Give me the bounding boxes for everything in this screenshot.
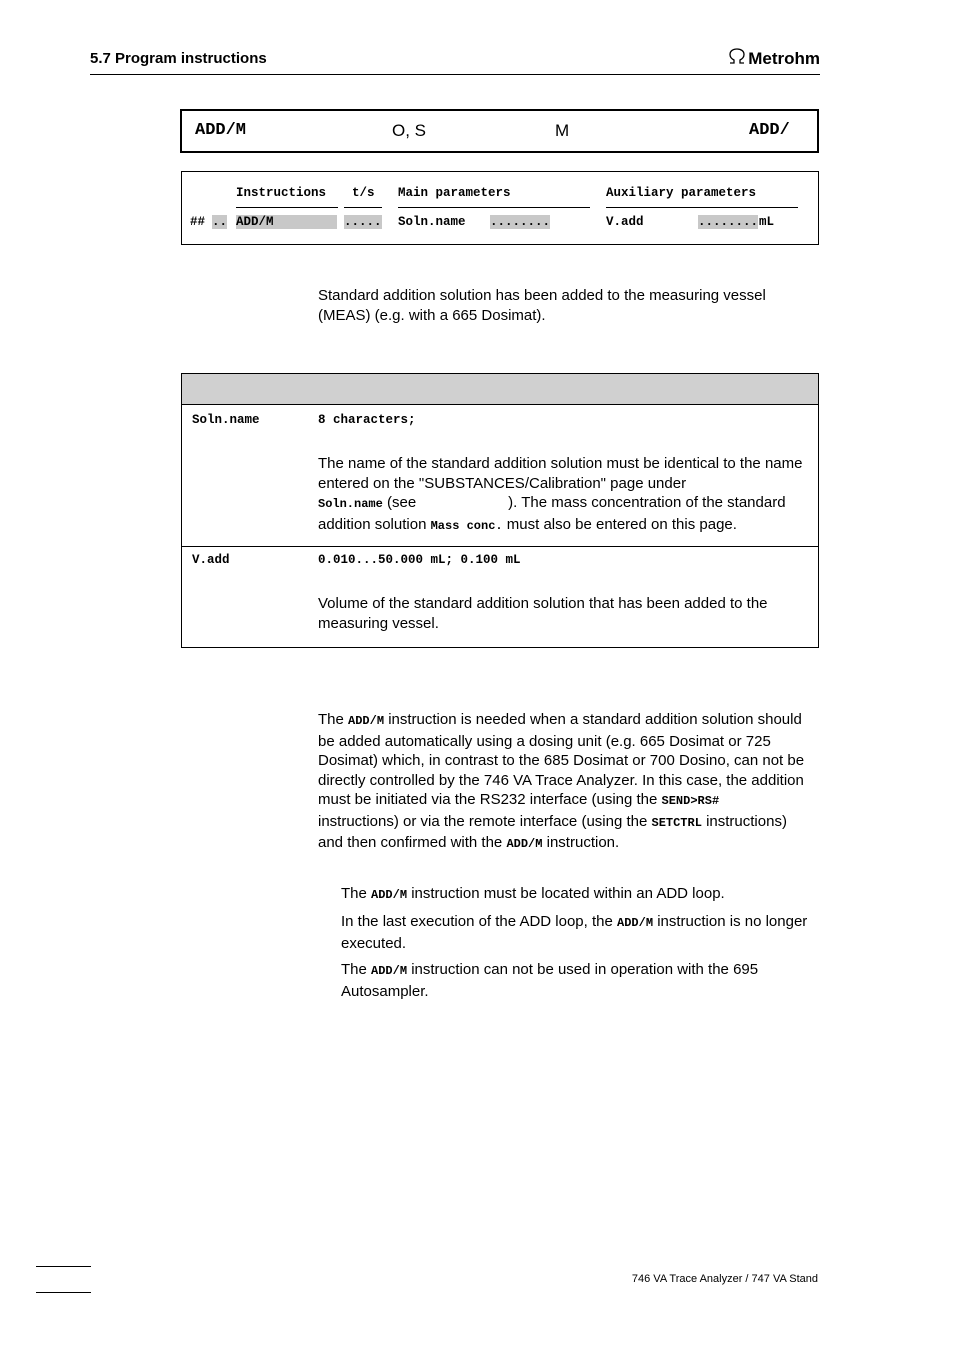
instruction-type: M — [555, 121, 570, 140]
instruction-name: ADD/M — [195, 121, 247, 140]
note-text: instructions) and then confirmed with the — [318, 812, 787, 851]
brand-logo — [728, 48, 820, 69]
underline — [344, 207, 382, 208]
note-item — [341, 884, 811, 906]
row-ts: ..... — [344, 215, 382, 229]
desc-text: (see — [382, 494, 417, 511]
note-text: The — [341, 961, 372, 978]
footer-text: 746 VA Trace Analyzer / 747 VA Stand — [631, 1273, 818, 1285]
instruction-loop: ADD/ — [749, 121, 790, 140]
note-text: instructions) or via the remote interface (using the — [318, 812, 652, 830]
header-rule — [90, 74, 820, 75]
notes-text — [318, 710, 812, 855]
param-name-soln: Soln.name — [192, 413, 260, 427]
param-desc-vadd: Volume of the standard addition solution that has been added to the measuring vessel. — [318, 595, 768, 632]
code-ref: SEND>RS# — [661, 794, 720, 808]
param-range-soln: 8 characters; — [318, 413, 416, 427]
section-heading: 5.7 Program instructions — [90, 50, 267, 67]
instruction-modes: O, S — [392, 121, 427, 140]
col-instructions: Instructions — [236, 186, 327, 200]
instruction-title-bar — [180, 109, 819, 153]
row-divider — [182, 546, 818, 547]
footer-rule — [36, 1292, 91, 1293]
row-aux-unit: mL — [759, 215, 775, 229]
note-text: instruction is no longer executed. — [341, 913, 808, 952]
param-name-vadd: V.add — [192, 553, 230, 567]
code-ref: Soln.name — [318, 497, 383, 511]
desc-text: ). The mass concentration of the standard addition solution — [318, 494, 786, 533]
note-item — [341, 960, 811, 1001]
note-text: The — [341, 885, 372, 902]
line-number: ## — [190, 215, 206, 229]
underline — [236, 207, 338, 208]
note-text: In the last execution of the ADD loop, the — [341, 913, 618, 930]
code-ref: Mass conc. — [430, 518, 503, 533]
code-ref: ADD/M — [371, 964, 408, 978]
row-main-name: Soln.name — [398, 215, 466, 229]
parameter-table — [181, 373, 819, 648]
parameter-table-header — [182, 374, 818, 405]
param-range-vadd: 0.010...50.000 mL; 0.100 mL — [318, 553, 521, 567]
row-aux-name: V.add — [606, 215, 644, 229]
code-ref: ADD/M — [506, 837, 543, 851]
row-main-value: ........ — [490, 215, 551, 229]
note-text: instruction can not be used in operation with the 695 Autosampler. — [341, 961, 759, 1000]
omega-icon — [728, 48, 746, 69]
col-main-params: Main parameters — [398, 186, 511, 200]
col-aux-params: Auxiliary parameters — [606, 186, 757, 200]
note-text: The — [318, 711, 349, 728]
code-ref: ADD/M — [348, 714, 385, 728]
desc-text: The name of the standard addition solution must be identical to the name entered on the "SUBSTANCES/Calibration" page under — [318, 455, 803, 492]
note-text: instruction must be located within an ADD loop. — [407, 885, 725, 902]
intro-text: Standard addition solution has been added to the measuring vessel (MEAS) (e.g. with a 665 Dosimat). — [318, 287, 766, 324]
code-ref: ADD/M — [617, 916, 654, 930]
logo-text: Metrohm — [748, 48, 820, 68]
note-text: instruction. — [542, 834, 620, 851]
row-instruction: ADD/M — [236, 215, 337, 229]
param-desc-soln — [318, 454, 810, 536]
line-dots: .. — [212, 215, 228, 229]
code-ref: SETCTRL — [651, 815, 702, 830]
underline — [398, 207, 590, 208]
code-ref: ADD/M — [371, 888, 408, 902]
desc-text: must also be entered on this page. — [502, 515, 737, 533]
underline — [606, 207, 798, 208]
col-ts: t/s — [352, 186, 375, 200]
note-text: instruction is needed when a standard addition solution should be added automatically using a dosing unit (e.g. 665 Dosimat or 725 Dosimat) which, in contrast to the 685 Dosimat or 700 Dosino, can not be directly controlled by the 746 VA Trace Analyzer. In this case, the addition must be initiated via the RS232 interface (using the — [318, 711, 805, 808]
row-aux-value: ........ — [698, 215, 759, 229]
instruction-syntax-box — [181, 171, 819, 245]
note-item — [341, 912, 811, 953]
footer-rule — [36, 1266, 91, 1267]
